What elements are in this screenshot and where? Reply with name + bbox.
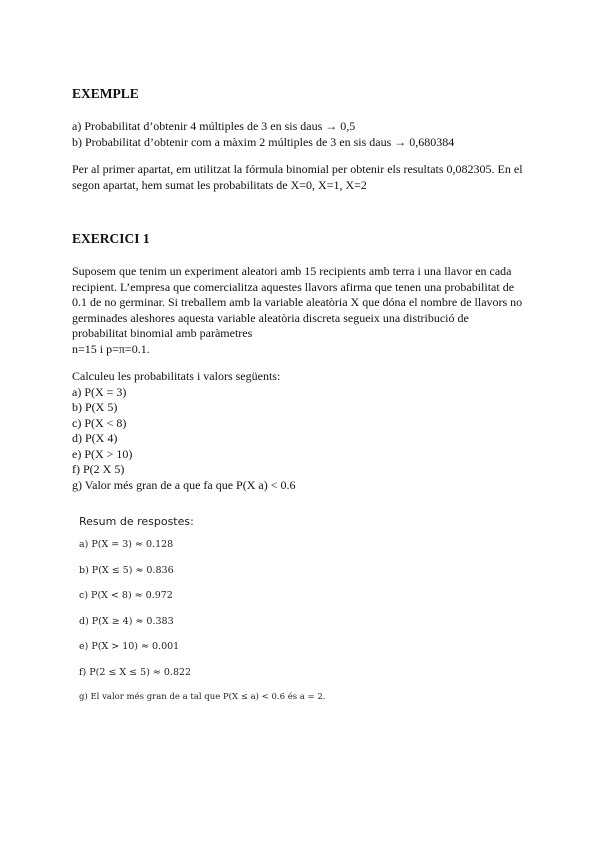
question-g: g) Valor més gran de a que fa que P(X a) < 0.6 <box>72 477 296 492</box>
example-line-b: b) Probabilitat d’obtenir com a màxim 2 múltiples de 3 en sis daus → 0,680384 <box>72 134 455 149</box>
question-a: a) P(X = 3) <box>72 384 127 399</box>
statement-line: probabilitat binomial amb paràmetres <box>72 326 253 340</box>
example-explanation-line-2: segon apartat, hem sumat les probabilitats de X=0, X=1, X=2 <box>72 177 367 192</box>
example-explanation-line-1: Per al primer apartat, em utilitzat la fórmula binomial per obtenir els resultats 0,082305. En el <box>72 162 523 176</box>
answer-b: b) P(X ≤ 5) ≈ 0.836 <box>79 564 174 576</box>
statement-line: Suposem que tenim un experiment aleatori amb 15 recipients amb terra i una llavor en cada <box>72 264 512 278</box>
statement-line: 0.1 de no germinar. Si treballem amb la variable aleatòria X que dóna el nombre de llavors no <box>72 295 523 309</box>
question-d: d) P(X 4) <box>72 431 118 445</box>
statement-line: germinades aleshores aquesta variable aleatòria discreta segueix una distribució de <box>72 310 469 325</box>
example-line-a: a) Probabilitat d’obtenir 4 múltiples de 3 en sis daus → 0,5 <box>72 119 356 133</box>
statement-line: recipient. L’empresa que comercialitza aquestes llavors afirma que tenen una probabilitat de <box>72 279 515 294</box>
question-f: f) P(2 X 5) <box>72 462 125 476</box>
exercise-heading: EXERCICI 1 <box>72 231 150 246</box>
example-heading: EXEMPLE <box>72 86 139 101</box>
answer-c: c) P(X < 8) ≈ 0.972 <box>79 590 173 601</box>
summary-title: Resum de respostes: <box>79 515 194 528</box>
answer-g: g) El valor més gran de a tal que P(X ≤ a) < 0.6 és a = 2. <box>79 692 326 702</box>
document-body <box>72 86 532 493</box>
answer-d: d) P(X ≥ 4) ≈ 0.383 <box>79 615 174 627</box>
answers-summary <box>79 515 479 718</box>
answer-f: f) P(2 ≤ X ≤ 5) ≈ 0.822 <box>79 666 192 678</box>
exercise-instruction: Calculeu les probabilitats i valors següents: <box>72 369 281 383</box>
question-c: c) P(X < 8) <box>72 415 127 430</box>
answer-a: a) P(X = 3) ≈ 0.128 <box>79 539 174 550</box>
statement-line: n=15 i p=π=0.1. <box>72 341 150 356</box>
question-b: b) P(X 5) <box>72 400 118 414</box>
question-e: e) P(X > 10) <box>72 446 133 461</box>
answer-e: e) P(X > 10) ≈ 0.001 <box>79 641 180 652</box>
